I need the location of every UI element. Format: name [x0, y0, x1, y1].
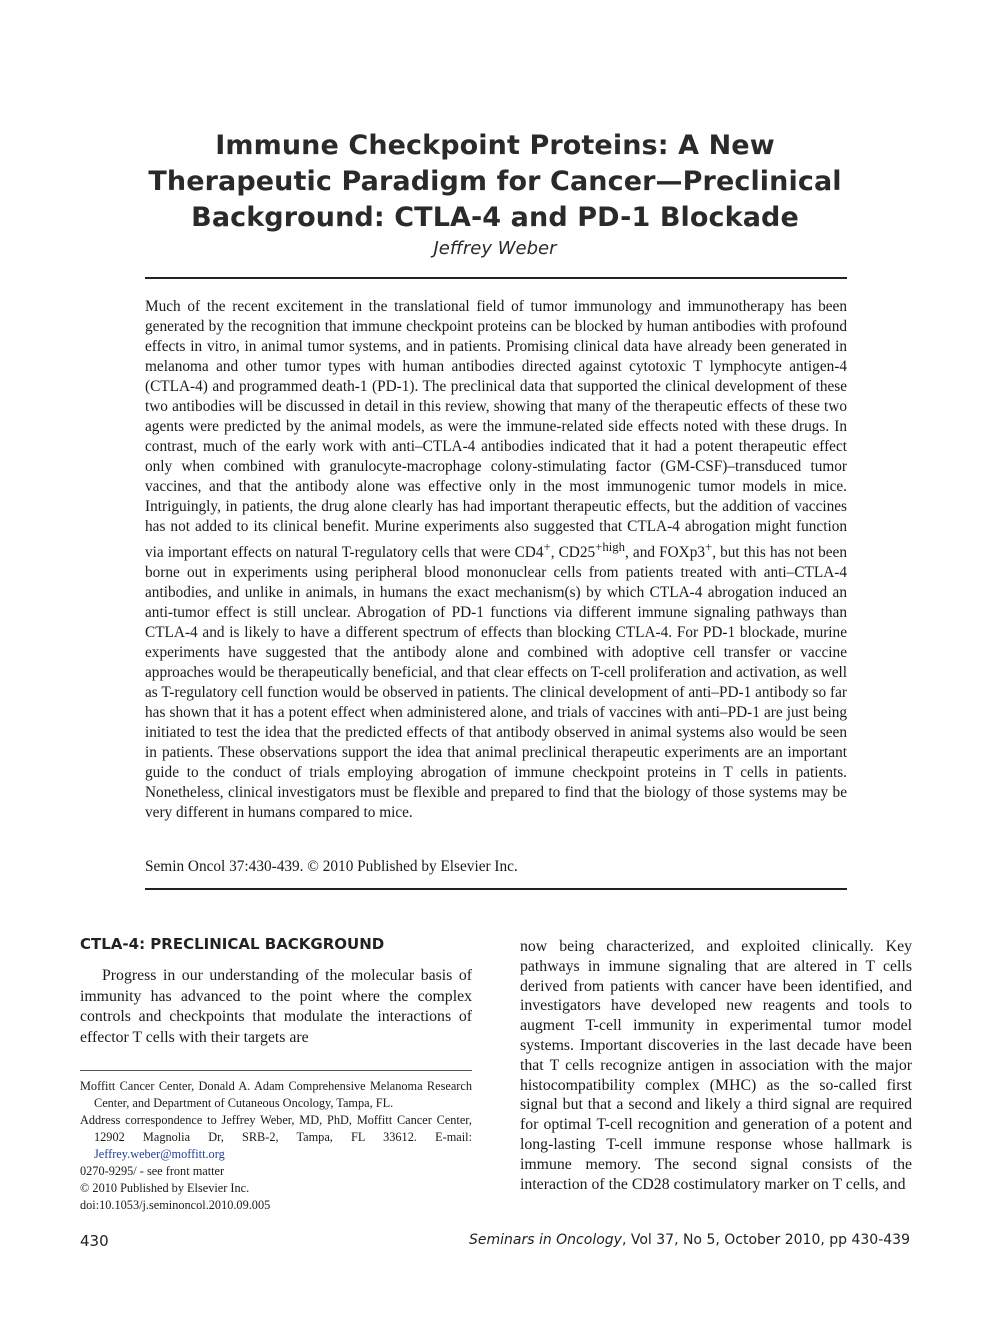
left-column-paragraph: Progress in our understanding of the molecular basis of immunity has advanced to the point where the complex controls and checkpoints that modulate the interactions of effector T cells with their targets are — [80, 967, 472, 1046]
affiliation-institution: Moffitt Cancer Center, Donald A. Adam Comprehensive Melanoma Research Center, and Department of Cutaneous Oncology, Tampa, FL. — [80, 1079, 472, 1110]
journal-footer — [469, 1232, 910, 1248]
email-link[interactable]: Jeffrey.weber@moffitt.org — [94, 1147, 225, 1161]
abstract-top-rule — [145, 277, 847, 279]
issn-line: 0270-9295/ - see front matter — [80, 1164, 225, 1178]
journal-name: Seminars in Oncology — [468, 1232, 622, 1248]
section-heading: CTLA-4: PRECLINICAL BACKGROUND — [80, 935, 385, 953]
affiliation-correspondence: Address correspondence to Jeffrey Weber, MD, PhD, Moffitt Cancer Center, 12902 Magnolia Dr, SRB-2, Tampa, FL 33612. E-mail: Jeffrey.weber@moffitt.org — [80, 1113, 472, 1161]
abstract-text: Much of the recent excitement in the translational field of tumor immunology and immunotherapy has been generated by the recognition that immune checkpoint proteins can be blocked by human antibodies with profound effects in vitro, in animal tumor systems, and in patients. Promising clinical data have already been generated in melanoma and other tumor types with human antibodies directed against cytotoxic T lymphocyte antigen-4 (CTLA-4) and programmed death-1 (PD-1). The preclinical data that supported the clinical development of these two antibodies will be discussed in detail in this review, showing that many of the therapeutic effects of these two agents were predicted by the animal models, as were the immune-related side effects noted with these drugs. In contrast, much of the early work with anti–CTLA-4 antibodies indicated that it had a potent therapeutic effect only when combined with granulocyte-macrophage colony-stimulating factor (GM-CSF)–transduced tumor vaccines, and that the antibody alone was effective only in the most immunogenic tumor models in mice. Intriguingly, in patients, the drug alone clearly has had important therapeutic effects, but the addition of vaccines has not added to its clinical benefit. Murine experiments also suggested that CTLA-4 abrogation might function via important effects on natural T-regulatory cells that were CD4+, $CD25^{+high}$, and FOXp3+, but this has not been borne out in experiments using peripheral blood mononuclear cells from patients treated with anti–CTLA-4 antibodies, and unlike in animals, in humans the exact mechanism(s) by which CTLA-4 abrogation induced an anti-tumor effect is still unclear. Abrogation of PD-1 functions via different immune signaling pathways than CTLA-4 and is likely to have a different spectrum of effects than blocking CTLA-4. For PD-1 blockade, murine experiments have suggested that the antibody alone and combined with adoptive cell transfer or vaccine approaches would be therapeutically beneficial, and that clear effects on T-cell proliferation and activation, as well as T-regulatory cell function would be observed in patients. The clinical development of anti–PD-1 antibody so far has shown that it has a potent effect when administered alone, and trials of vaccines with anti–PD-1 are just being initiated to test the idea that the predicted effects of that antibody observed in animal systems also would be seen in patients. These observations support the idea that animal preclinical therapeutic experiments are an important guide to the conduct of trials employing abrogation of immune checkpoint proteins in T cells in patients. Nonetheless, clinical investigators must be flexible and prepared to find that the biology of those systems may be very different in humans compared to mice. — [145, 298, 847, 822]
author-name: Jeffrey Weber — [433, 238, 557, 259]
copyright-line: © 2010 Published by Elsevier Inc. — [80, 1181, 250, 1195]
page-number: 430 — [80, 1232, 109, 1250]
article-title: Immune Checkpoint Proteins: A New Therapeutic Paradigm for Cancer—Preclinical Background: CTLA-4 and PD-1 Blockade — [148, 130, 842, 234]
affiliation-footnote — [80, 1078, 472, 1214]
right-column-paragraph: now being characterized, and exploited clinically. Key pathways in immune signaling that are altered in T cells derived from patients with cancer have been identified, and investigators have developed new reagents and tools to augment T-cell immunity in experimental tumor model systems. Important discoveries in the last decade have been that T cells recognize antigen in association with the major histocompatibility complex (MHC) as the so-called first signal but that a second and likely a third signal are required for optimal T-cell recognition and generation of a potent and long-lasting T-cell immune response whose hallmark is immune memory. The second signal consists of the interaction of the CD28 costimulatory marker on T cells, and — [520, 938, 912, 1193]
footnote-divider — [80, 1070, 472, 1071]
abstract-bottom-rule — [145, 888, 847, 890]
doi-line: doi:10.1053/j.seminoncol.2010.09.005 — [80, 1198, 271, 1212]
journal-citation: Semin Oncol 37:430-439. © 2010 Published by Elsevier Inc. — [145, 858, 518, 875]
journal-details: , Vol 37, No 5, October 2010, pp 430-439 — [621, 1232, 910, 1248]
